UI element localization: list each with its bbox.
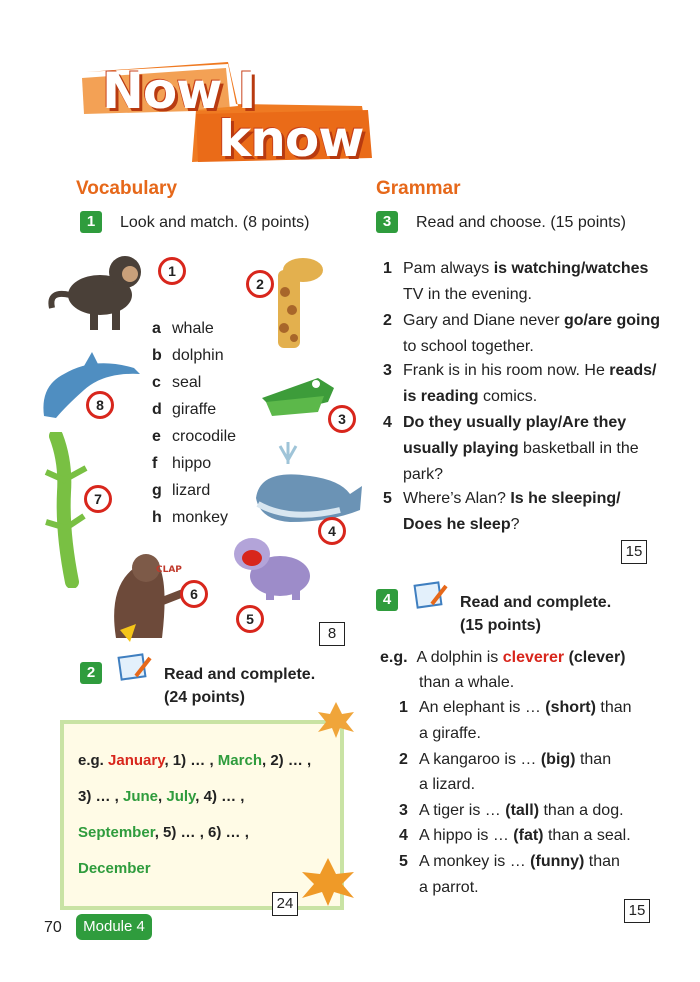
picture-number-5: 5 (236, 605, 264, 633)
score-box-exercise-1[interactable]: 8 (319, 622, 345, 646)
grammar-item-2[interactable]: 2 Gary and Diane never go/are going to school together. (383, 312, 660, 355)
complete-item-5-line2: a parrot. (419, 879, 479, 896)
hippo-illustration (232, 532, 312, 602)
page-number: 70 (44, 919, 62, 936)
score-box-exercise-3[interactable]: 15 (621, 540, 647, 564)
complete-item-2[interactable]: 2 A kangaroo is … (big) than (399, 751, 612, 768)
word-item[interactable]: e crocodile (152, 428, 237, 445)
word-list (152, 320, 262, 540)
title-banner (78, 58, 378, 166)
score-box-exercise-4[interactable]: 15 (624, 899, 650, 923)
notepad-pencil-icon (412, 580, 450, 610)
word-item[interactable]: d giraffe (152, 401, 217, 418)
complete-item-3[interactable]: 3 A tiger is … (tall) than a dog. (399, 802, 624, 819)
picture-number-8: 8 (86, 391, 114, 419)
title-line1: Now I (102, 62, 256, 120)
grammar-item-5[interactable]: 5 Where’s Alan? Is he sleeping/ Does he sleep? (383, 490, 621, 533)
example-sentence-line2: than a whale. (419, 674, 515, 691)
picture-number-3: 3 (328, 405, 356, 433)
exercise-1-badge: 1 (80, 211, 102, 233)
word-item[interactable]: c seal (152, 374, 202, 391)
score-box-exercise-2[interactable]: 24 (272, 892, 298, 916)
exercise-1-instruction: Look and match. (8 points) (120, 214, 310, 231)
complete-item-4[interactable]: 4 A hippo is … (fat) than a seal. (399, 827, 631, 844)
word-item[interactable]: g lizard (152, 482, 211, 499)
crocodile-illustration (258, 368, 338, 428)
months-line-2: 3) … , June, July, 4) … , (78, 788, 245, 805)
grammar-item-3[interactable]: 3 Frank is in his room now. He reads/ is reading comics. (383, 362, 657, 405)
word-item[interactable]: f hippo (152, 455, 212, 472)
exercise-2-badge: 2 (80, 662, 102, 684)
exercise-4-badge: 4 (376, 589, 398, 611)
picture-number-1: 1 (158, 257, 186, 285)
grammar-item-4[interactable]: 4 Do they usually play/Are they usually playing basketball in the park? (383, 414, 639, 483)
complete-item-1-line2: a giraffe. (419, 725, 481, 742)
months-line-4: December (78, 860, 151, 877)
exercise-3-badge: 3 (376, 211, 398, 233)
complete-item-2-line2: a lizard. (419, 776, 476, 793)
exercise-4-instruction-line2: (15 points) (460, 617, 541, 634)
word-item[interactable]: a whale (152, 320, 214, 337)
exercise-2-instruction-line2: (24 points) (164, 689, 245, 706)
picture-number-4: 4 (318, 517, 346, 545)
picture-number-7: 7 (84, 485, 112, 513)
months-line-3: September, 5) … , 6) … , (78, 824, 249, 841)
exercise-4-instruction-line1: Read and complete. (460, 594, 612, 611)
exercise-3-instruction: Read and choose. (15 points) (416, 214, 626, 231)
module-label: Module 4 (76, 914, 152, 940)
grammar-item-1[interactable]: 1 Pam always is watching/watches TV in the evening. (383, 260, 649, 303)
word-item[interactable]: h monkey (152, 509, 229, 526)
giraffe-illustration (258, 252, 330, 350)
example-sentence: e.g. A dolphin is cleverer (clever) (380, 649, 626, 666)
complete-item-5[interactable]: 5 A monkey is … (funny) than (399, 853, 620, 870)
monkey-illustration (40, 250, 160, 340)
title-line2: know (218, 110, 364, 168)
months-line-1: e.g. January, 1) … , March, 2) … , (78, 752, 312, 769)
notepad-pencil-icon (116, 652, 154, 682)
picture-number-2: 2 (246, 270, 274, 298)
clap-text: CLAP (156, 565, 182, 575)
exercise-2-instruction-line1: Read and complete. (164, 666, 316, 683)
picture-number-6: 6 (180, 580, 208, 608)
whale-illustration (250, 438, 365, 528)
autumn-leaf-icon (316, 700, 358, 740)
word-item[interactable]: b dolphin (152, 347, 224, 364)
grammar-heading: Grammar (376, 178, 461, 199)
complete-item-1[interactable]: 1 An elephant is … (short) than (399, 699, 632, 716)
autumn-leaf-icon (300, 856, 358, 908)
vocabulary-heading: Vocabulary (76, 178, 178, 199)
